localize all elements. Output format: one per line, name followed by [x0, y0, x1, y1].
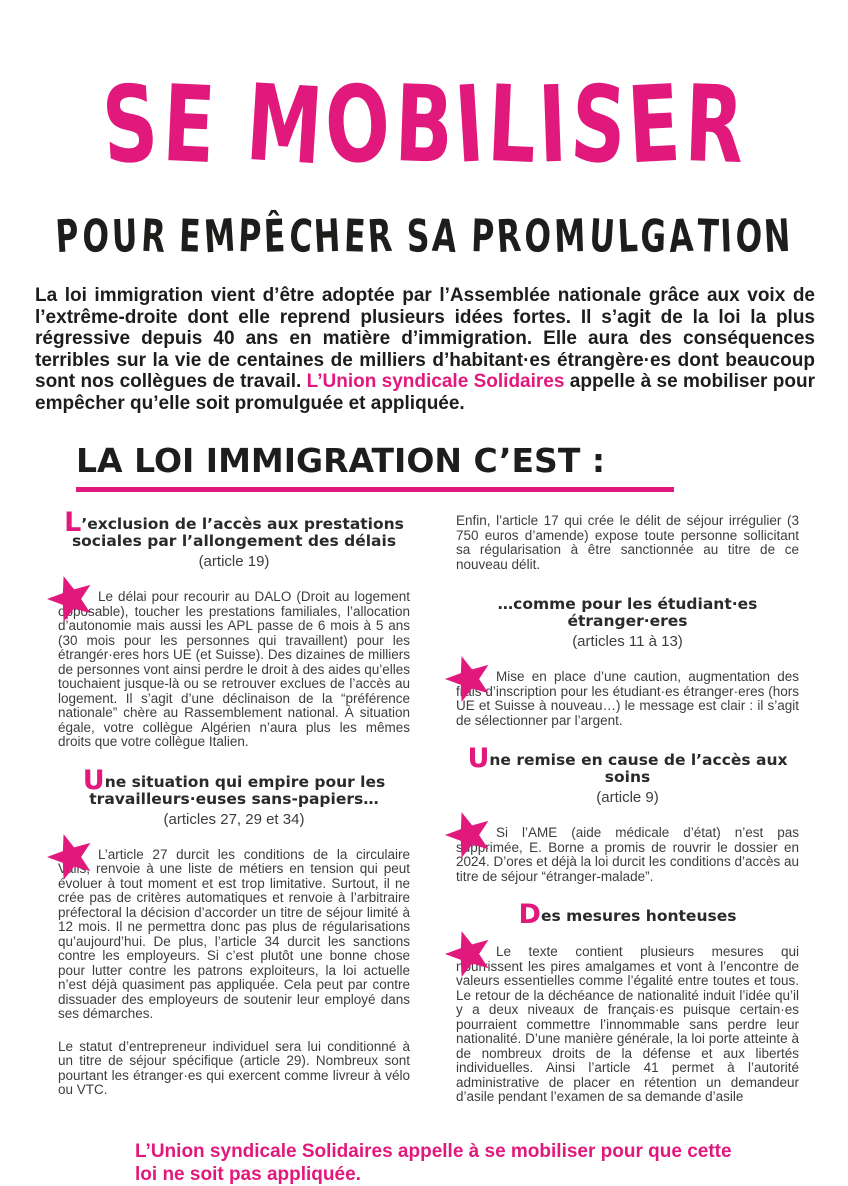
article-ref: (article 19) — [198, 553, 270, 571]
column-left — [58, 506, 410, 1111]
intro-text-before: La loi immigration vient d’être adoptée par l’Assemblée nationale grâce aux voix de l’extrême-droite dont elle reprend plusieurs idées fortes. Il s’agit de la loi la plus régressive depuis 40 ans en matière d’immigration. Elle aura des conséquences terribles sur la vie de centaines de milliers d’habitant·es étrangère·es dont beaucoup sont nos collègues de travail. — [35, 285, 815, 393]
paragraph-text: Si l’AME (aide médicale d’état) n’est pas supprimée, E. Borne a promis de rouvrir le dossier en 2024. D’ores et déjà la loi durcit les conditions d’accès au titre de séjour “étranger-malade”. — [456, 825, 799, 884]
footer-callout: L’Union syndicale Solidaires appelle à se mobiliser pour que cette loi ne soit pas appliquée. — [135, 1141, 732, 1186]
column-right — [456, 506, 799, 1118]
article-ref: (articles 27, 29 et 34) — [163, 810, 305, 828]
star-paragraph-article27 — [58, 848, 410, 1022]
page-title: SE MOBILISER — [99, 60, 747, 188]
article-ref: (articles 11 à 13) — [572, 633, 683, 651]
subsection-heading-mesures-honteuses — [462, 899, 793, 931]
drop-cap: L — [64, 507, 82, 539]
paragraph-text: Le statut d’entrepreneur individuel sera lui conditionné à un titre de séjour spécifique (article 29). Nombreux sont pourtant les étranger·es qui exercent comme livreur à vélo ou VTC. — [58, 1038, 410, 1098]
subsection-heading-sans-papiers — [64, 764, 404, 828]
page-subtitle: POUR EMPÊCHER SA PROMULGATION — [54, 209, 793, 265]
star-icon — [46, 575, 96, 623]
paragraph-text: Enfin, l’article 17 qui crée le délit de séjour irrégulier (3 750 euros d’amende) expose toute personne sollicitant sa régularisation à être sanctionnée au titre de ce nouveau délit. — [456, 513, 799, 572]
star-icon — [444, 655, 494, 703]
paragraph-text: L’article 27 durcit les conditions de la circulaire Valls, renvoie à une liste de métiers en tension qui peut évoluer à tout moment et est trop limitative. Surtout, il ne crée pas de critères automatiques et renvoie à l’arbitraire préfectoral la décision d’accorder un titre de séjour limité à 12 mois. Il ne permettra donc pas plus de régularisations qu’aujourd’hui. De plus, l’article 34 durcit les sanctions contre les employeurs. Si c’est plutôt une bonne chose pour lutter contre les patrons exploiteurs, la loi actuelle n’est déjà quasiment pas appliquée. Cela peut par contre dissuader des employeurs de soutenir leur employé dans ses démarches. — [58, 846, 410, 1022]
star-paragraph-dalo — [58, 590, 410, 750]
subsection-heading-soins — [462, 743, 793, 807]
star-paragraph-ame — [456, 826, 799, 884]
star-icon — [444, 811, 494, 859]
section-header: LA LOI IMMIGRATION C’EST : — [76, 441, 606, 481]
drop-cap: U — [82, 764, 105, 796]
two-column-layout — [0, 492, 848, 1118]
star-icon — [444, 930, 494, 978]
paragraph-text: Le délai pour recourir au DALO (Droit au logement opposable), toucher les prestations familiales, l’allocation d’autonomie mais aussi les APL passe de 6 mois à 5 ans (30 mois pour les personnes qui travaillent) pour les étrangér·eres hors UE (et Suisse). Des dizaines de milliers de personnes vont ainsi perdre le droit à des aides qu’elles touchaient jusque-là ou se retrouver exclues de l’accès au logement. Il s’agit d’une déclinaison de la “préférence nationale” chère au Rassemblement national. À situation égale, votre collègue Algérien n’aura plus les mêmes droits que votre collègue Italien. — [58, 589, 410, 750]
paragraph-text: Mise en place d’une caution, augmentation des frais d’inscription pour les étudiant·es étranger·eres (hors UE et Suisse à nouveau…) le message est clair : il s’agit de sélectionner par l’argent. — [456, 669, 799, 728]
intro-text-after: appelle à se mobiliser pour empêcher qu’elle soit promulguée et appliquée. — [35, 371, 815, 414]
star-paragraph-caution — [456, 670, 799, 728]
subsection-heading-text: …comme pour les étudiant·es étranger·eres — [497, 595, 758, 631]
brand-name: L’Union syndicale Solidaires — [306, 371, 565, 393]
paragraph-article17 — [456, 514, 799, 572]
subsection-heading-text: ne remise en cause de l’accès aux soins — [489, 751, 788, 787]
subsection-heading-text: es mesures honteuses — [540, 907, 737, 926]
subsection-heading-text: ’exclusion de l’accès aux prestations sociales par l’allongement des délais — [71, 515, 404, 551]
subsection-heading-etudiants — [462, 596, 793, 650]
subsection-heading-text: ne situation qui empire pour les travailleurs·euses sans-papiers… — [89, 772, 386, 808]
paragraph-text: Le texte contient plusieurs mesures qui nourrissent les pires amalgames et vont à l’encontre de valeurs essentielles comme l’égalité entre toutes et tous. Le retour de la déchéance de nationalité induit l’idée qu’il y a deux niveaux de français·es puisque certain·es pourraient commettre l’innommable sans perdre leur nationalité. D’une manière générale, la loi porte atteinte à de nombreux droits de la défense et aux libertés individuelles. Ainsi l’article 41 permet à l’autorité administrative de placer en rétention un demandeur d’asile pendant l’examen de sa demande d’asile — [456, 944, 799, 1105]
article-ref: (article 9) — [596, 789, 659, 807]
star-paragraph-amalgames — [456, 945, 799, 1105]
intro-paragraph — [35, 285, 815, 414]
star-icon — [46, 833, 96, 881]
subsection-heading-prestations — [64, 507, 404, 571]
drop-cap: U — [467, 743, 490, 775]
paragraph-entrepreneur — [58, 1040, 410, 1098]
drop-cap: D — [518, 899, 541, 931]
